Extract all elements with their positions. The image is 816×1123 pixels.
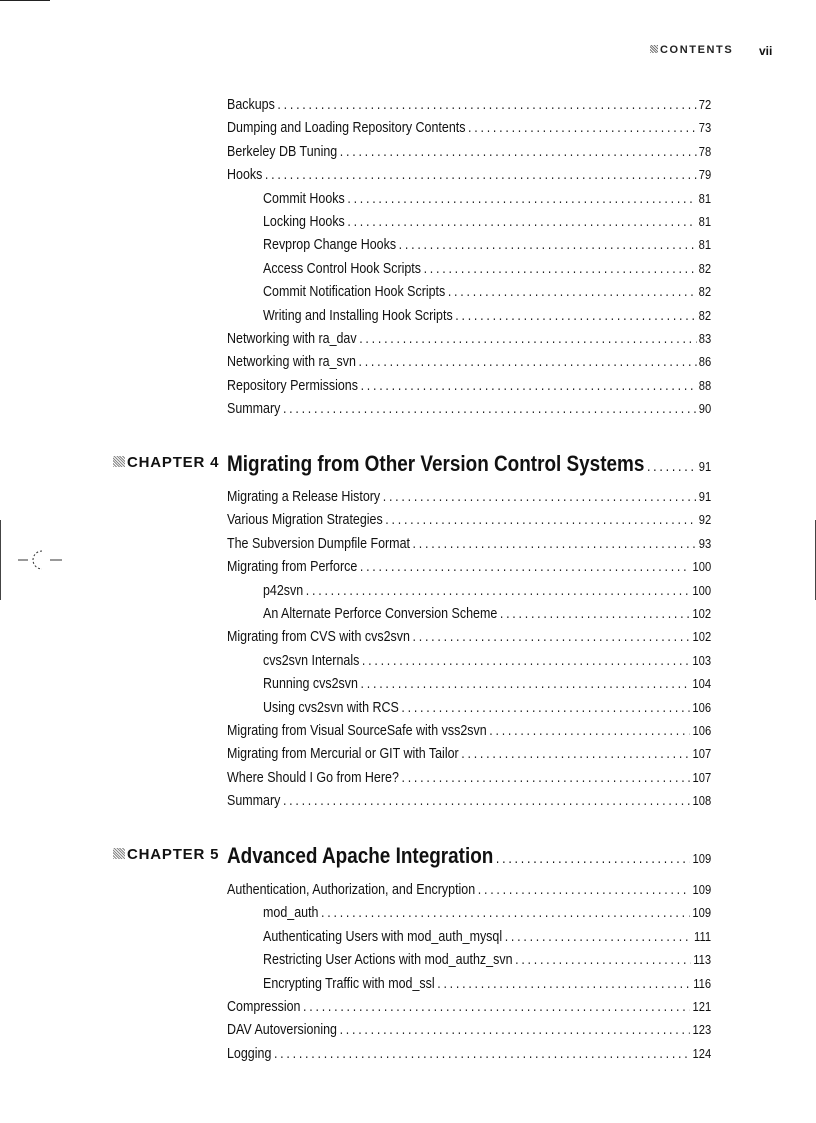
toc-entry-page: 124 bbox=[692, 1045, 712, 1061]
dot-leader bbox=[399, 237, 696, 253]
toc-entry-page: 102 bbox=[692, 629, 712, 645]
header-square-icon bbox=[650, 45, 658, 53]
toc-subentry[interactable] bbox=[263, 905, 711, 925]
toc-entry-title: Migrating from Visual SourceSafe with vss2svn bbox=[227, 723, 487, 739]
dot-leader bbox=[424, 261, 696, 277]
dot-leader bbox=[401, 700, 689, 716]
chapter-label-text: CHAPTER 5 bbox=[127, 846, 220, 863]
toc-entry-title: Using cvs2svn with RCS bbox=[263, 699, 399, 716]
toc-entry-title: Backups bbox=[227, 97, 275, 113]
dot-leader bbox=[505, 929, 692, 945]
dot-leader bbox=[489, 723, 690, 739]
toc-entry-page: 91 bbox=[698, 489, 712, 504]
dot-leader bbox=[496, 851, 690, 867]
toc-entry[interactable] bbox=[227, 746, 711, 766]
dot-leader bbox=[362, 653, 690, 669]
toc-entry[interactable] bbox=[227, 120, 711, 140]
toc-entry-title: Summary bbox=[227, 401, 281, 418]
toc-entry-title: Access Control Hook Scripts bbox=[263, 260, 422, 277]
left-edge-mark bbox=[0, 520, 1, 600]
chapter-page: 109 bbox=[692, 851, 712, 866]
chapter-title-entry[interactable] bbox=[227, 843, 711, 869]
toc-entry-title: Hooks bbox=[227, 167, 263, 184]
dot-leader bbox=[283, 793, 690, 809]
toc-entry[interactable] bbox=[227, 723, 711, 743]
toc-entry-page: 100 bbox=[692, 582, 712, 598]
dot-leader bbox=[455, 308, 696, 324]
toc-subentry[interactable] bbox=[263, 191, 711, 211]
toc-entry-page: 73 bbox=[698, 120, 712, 136]
dot-leader bbox=[358, 354, 696, 370]
dot-leader bbox=[385, 512, 696, 528]
dot-leader bbox=[500, 606, 690, 622]
dot-leader bbox=[413, 536, 697, 552]
toc-entry-title: Berkeley DB Tuning bbox=[227, 143, 338, 160]
toc-entry-page: 82 bbox=[698, 307, 712, 323]
dot-leader bbox=[306, 583, 690, 599]
toc-entry[interactable] bbox=[227, 999, 711, 1019]
toc-entry-title: Locking Hooks bbox=[263, 214, 345, 230]
dot-leader bbox=[359, 331, 696, 347]
toc-entry-page: 123 bbox=[692, 1022, 712, 1038]
chapter-label bbox=[113, 846, 219, 863]
toc-entry-page: 109 bbox=[692, 882, 712, 897]
toc-entry-page: 78 bbox=[698, 143, 712, 159]
dot-leader bbox=[347, 191, 696, 207]
dot-leader bbox=[413, 629, 690, 645]
toc-entry-page: 100 bbox=[692, 559, 712, 575]
toc-entry-title: Migrating from CVS with cvs2svn bbox=[227, 629, 410, 646]
dot-leader bbox=[383, 489, 696, 505]
toc-entry-title: Networking with ra_dav bbox=[227, 331, 357, 347]
toc-entry-title: Migrating a Release History bbox=[227, 489, 381, 505]
dot-leader bbox=[303, 999, 690, 1015]
toc-entry-page: 113 bbox=[693, 952, 712, 968]
toc-entry[interactable] bbox=[227, 770, 711, 790]
chapter-square-icon bbox=[113, 848, 125, 859]
toc-entry-title: Authentication, Authorization, and Encryption bbox=[227, 882, 476, 898]
toc-entry[interactable] bbox=[227, 536, 711, 556]
dot-leader bbox=[515, 952, 691, 968]
toc-entry-page: 106 bbox=[692, 699, 712, 715]
toc-entry[interactable] bbox=[227, 167, 711, 187]
toc-entry-page: 106 bbox=[692, 723, 712, 738]
chapter-label-text: CHAPTER 4 bbox=[127, 454, 220, 471]
dot-leader bbox=[401, 770, 689, 786]
dot-leader bbox=[274, 1046, 690, 1062]
dot-leader bbox=[321, 905, 690, 921]
toc-subentry[interactable] bbox=[263, 308, 711, 328]
dot-leader bbox=[437, 976, 690, 992]
toc-entry-page: 121 bbox=[692, 999, 712, 1014]
toc-subentry[interactable] bbox=[263, 700, 711, 720]
dot-leader bbox=[461, 746, 690, 762]
toc-entry-page: 104 bbox=[692, 676, 712, 692]
toc-entry-title: Compression bbox=[227, 999, 301, 1015]
toc-entry-title: An Alternate Perforce Conversion Scheme bbox=[263, 606, 498, 622]
toc-entry-title: Various Migration Strategies bbox=[227, 512, 383, 529]
toc-subentry[interactable] bbox=[263, 929, 711, 949]
toc-entry-page: 81 bbox=[698, 214, 712, 229]
dot-leader bbox=[283, 401, 696, 417]
header-label: CONTENTS bbox=[650, 44, 733, 56]
toc-subentry[interactable] bbox=[263, 237, 711, 257]
toc-entry-page: 116 bbox=[693, 975, 712, 991]
toc-entry-title: Migrating from Perforce bbox=[227, 559, 358, 576]
dot-leader bbox=[448, 284, 696, 300]
toc-entry-page: 103 bbox=[692, 652, 712, 668]
toc-entry[interactable] bbox=[227, 378, 711, 398]
toc-entry-title: Summary bbox=[227, 793, 281, 810]
toc-entry-title: Where Should I Go from Here? bbox=[227, 769, 399, 786]
toc-entry[interactable] bbox=[227, 144, 711, 164]
toc-entry[interactable] bbox=[227, 882, 711, 902]
toc-entry-title: DAV Autoversioning bbox=[227, 1022, 337, 1039]
toc-entry[interactable] bbox=[227, 331, 711, 351]
dot-leader bbox=[277, 97, 696, 113]
chapter-square-icon bbox=[113, 456, 125, 467]
header-page-number: vii bbox=[759, 44, 773, 58]
toc-entry-title: Migrating from Mercurial or GIT with Tailor bbox=[227, 746, 459, 763]
toc-entry-page: 72 bbox=[698, 97, 712, 112]
toc-entry-page: 108 bbox=[692, 793, 712, 809]
toc-entry-title: Repository Permissions bbox=[227, 377, 358, 394]
toc-subentry[interactable] bbox=[263, 952, 711, 972]
toc-entry-title: cvs2svn Internals bbox=[263, 652, 360, 669]
dot-leader bbox=[647, 459, 696, 475]
toc-entry[interactable] bbox=[227, 97, 711, 117]
toc-entry-page: 92 bbox=[698, 512, 712, 528]
toc-entry-page: 81 bbox=[698, 237, 712, 253]
chapter-page: 91 bbox=[698, 459, 712, 474]
dot-leader bbox=[347, 214, 696, 230]
chapter-title: Advanced Apache Integration bbox=[227, 843, 494, 868]
toc-entry-page: 81 bbox=[698, 190, 712, 206]
toc-entry-page: 83 bbox=[698, 331, 712, 346]
dot-leader bbox=[360, 559, 690, 575]
toc-entry-title: Revprop Change Hooks bbox=[263, 237, 397, 254]
toc-entry-title: Commit Hooks bbox=[263, 190, 345, 207]
toc-subentry[interactable] bbox=[263, 676, 711, 696]
toc-subentry[interactable] bbox=[263, 583, 711, 603]
toc-entry-page: 88 bbox=[698, 377, 712, 393]
toc-entry-page: 107 bbox=[692, 769, 712, 785]
toc-entry-page: 109 bbox=[692, 905, 712, 921]
toc-subentry[interactable] bbox=[263, 653, 711, 673]
toc-entry-title: The Subversion Dumpfile Format bbox=[227, 535, 410, 552]
toc-entry[interactable] bbox=[227, 1022, 711, 1042]
toc-subentry[interactable] bbox=[263, 284, 711, 304]
running-header bbox=[0, 44, 816, 60]
dot-leader bbox=[361, 378, 697, 394]
toc-subentry[interactable] bbox=[263, 606, 711, 626]
registration-mark-icon bbox=[18, 548, 62, 572]
dot-leader bbox=[468, 120, 696, 136]
toc-entry[interactable] bbox=[227, 512, 711, 532]
toc-entry-title: Restricting User Actions with mod_authz_svn bbox=[263, 952, 513, 969]
toc-entry-page: 93 bbox=[698, 535, 712, 551]
toc-entry-page: 82 bbox=[698, 260, 712, 276]
dot-leader bbox=[340, 144, 696, 160]
toc-entry-title: Networking with ra_svn bbox=[227, 354, 356, 371]
toc-entry-page: 111 bbox=[694, 928, 712, 944]
toc-entry-title: p42svn bbox=[263, 582, 304, 599]
toc-entry[interactable] bbox=[227, 354, 711, 374]
toc-entry-title: Commit Notification Hook Scripts bbox=[263, 284, 446, 301]
toc-subentry[interactable] bbox=[263, 976, 711, 996]
dot-leader bbox=[340, 1022, 690, 1038]
dot-leader bbox=[265, 167, 696, 183]
toc-entry-page: 102 bbox=[692, 606, 712, 621]
chapter-title-entry[interactable] bbox=[227, 451, 711, 477]
toc-entry[interactable] bbox=[227, 629, 711, 649]
chapter-title: Migrating from Other Version Control Systems bbox=[227, 451, 645, 476]
toc-entry[interactable] bbox=[227, 559, 711, 579]
toc-entry-title: Logging bbox=[227, 1045, 272, 1062]
toc-entry[interactable] bbox=[227, 793, 711, 813]
toc-entry[interactable] bbox=[227, 401, 711, 421]
toc-entry[interactable] bbox=[227, 1046, 711, 1066]
toc-entry[interactable] bbox=[227, 489, 711, 509]
toc-entry-title: Encrypting Traffic with mod_ssl bbox=[263, 975, 435, 992]
toc-subentry[interactable] bbox=[263, 214, 711, 234]
dot-leader bbox=[478, 882, 690, 898]
toc-subentry[interactable] bbox=[263, 261, 711, 281]
toc-entry-page: 82 bbox=[698, 284, 712, 300]
top-rule bbox=[0, 0, 50, 1]
dot-leader bbox=[361, 676, 690, 692]
toc-entry-title: Dumping and Loading Repository Contents bbox=[227, 120, 466, 137]
toc-entry-page: 86 bbox=[698, 354, 712, 370]
chapter-label bbox=[113, 454, 219, 471]
toc-entry-title: Authenticating Users with mod_auth_mysql bbox=[263, 928, 503, 945]
toc-entry-page: 79 bbox=[698, 167, 712, 183]
toc-entry-title: Running cvs2svn bbox=[263, 676, 358, 693]
toc-entry-page: 107 bbox=[692, 746, 712, 762]
toc-entry-title: Writing and Installing Hook Scripts bbox=[263, 307, 453, 324]
toc-entry-page: 90 bbox=[698, 401, 712, 417]
toc-entry-title: mod_auth bbox=[263, 905, 319, 922]
